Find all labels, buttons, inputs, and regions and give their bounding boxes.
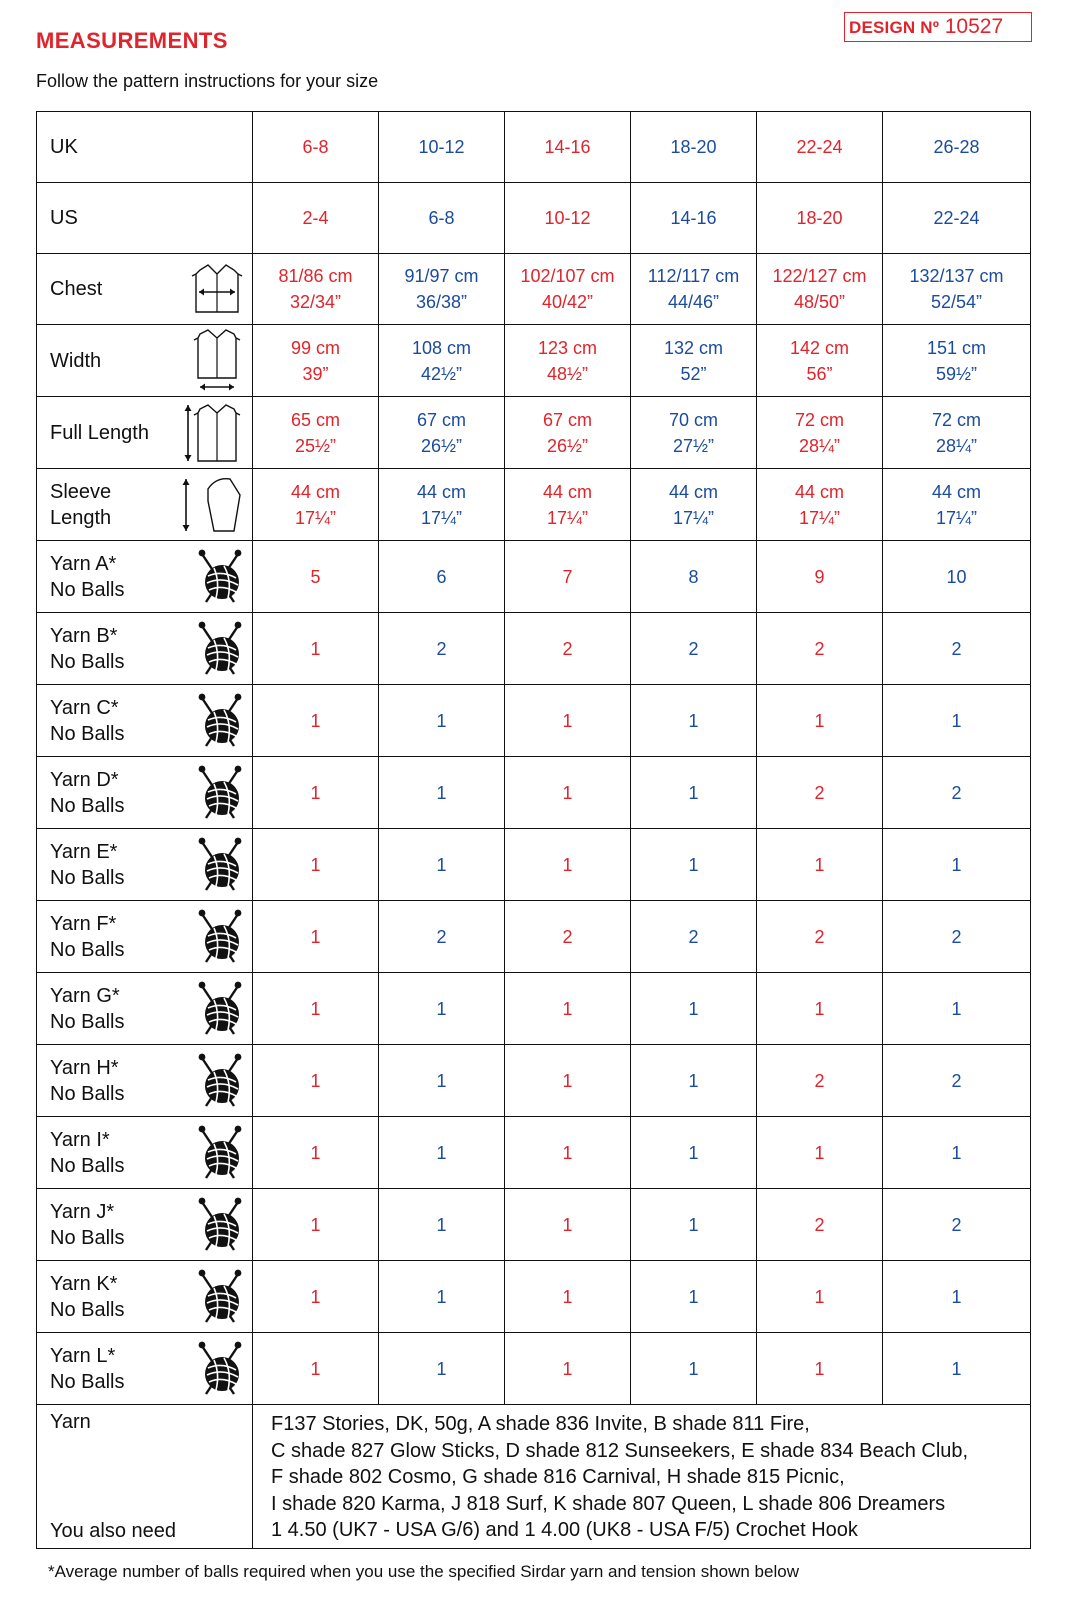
yarn-balls-cell: 2	[505, 901, 631, 973]
chest-label-cell	[37, 254, 253, 325]
yarn-label: Yarn B* No Balls	[50, 624, 125, 673]
yarn-balls-cell: 1	[253, 685, 379, 757]
cardigan-length-icon	[182, 401, 246, 465]
yarn-ball-icon	[194, 1052, 246, 1110]
full-length-row	[37, 397, 1031, 469]
yarn-ball-icon	[194, 764, 246, 822]
sleeve-length-icon	[178, 475, 246, 535]
yarn-balls-cell: 2	[883, 1045, 1031, 1117]
yarn-label: Yarn K* No Balls	[50, 1272, 125, 1321]
yarn-label: Yarn H* No Balls	[50, 1056, 125, 1105]
yarn-balls-cell: 1	[883, 685, 1031, 757]
yarn-ball-icon	[194, 620, 246, 678]
yarn-balls-cell: 2	[505, 613, 631, 685]
design-number: 10527	[944, 15, 1004, 38]
yarn-balls-cell: 1	[505, 685, 631, 757]
yarn-balls-cell: 2	[883, 1189, 1031, 1261]
yarn-label: Yarn E* No Balls	[50, 840, 125, 889]
yarn-balls-cell: 2	[379, 613, 505, 685]
chest-label: Chest	[50, 278, 103, 301]
yarn-balls-row	[37, 541, 1031, 613]
uk-size-cell: 26-28	[883, 112, 1031, 183]
yarn-balls-cell: 1	[253, 1189, 379, 1261]
full-length-cell: 72 cm 28¼”	[757, 397, 883, 469]
yarn-info-line: I shade 820 Karma, J 818 Surf, K shade 807 Queen, L shade 806 Dreamers	[271, 1492, 946, 1515]
us-size-cell: 6-8	[379, 183, 505, 254]
yarn-balls-cell: 1	[631, 757, 757, 829]
yarn-ball-icon	[194, 1340, 246, 1398]
yarn-balls-cell: 1	[253, 613, 379, 685]
yarn-balls-cell: 2	[757, 901, 883, 973]
yarn-balls-cell: 2	[631, 901, 757, 973]
us-label: US	[37, 183, 253, 254]
uk-size-cell: 18-20	[631, 112, 757, 183]
yarn-label-cell	[37, 973, 253, 1045]
yarn-info-line: F137 Stories, DK, 50g, A shade 836 Invite, B shade 811 Fire,	[271, 1413, 810, 1435]
yarn-balls-row	[37, 973, 1031, 1045]
yarn-balls-row	[37, 1117, 1031, 1189]
yarn-label-cell	[37, 541, 253, 613]
full-length-cell: 67 cm 26½”	[505, 397, 631, 469]
also-need-label: You also need	[50, 1519, 177, 1542]
yarn-balls-row	[37, 901, 1031, 973]
yarn-balls-cell: 2	[883, 757, 1031, 829]
width-label: Width	[50, 349, 102, 372]
footnote: *Average number of balls required when you use the specified Sirdar yarn and tension shown below	[48, 1562, 799, 1581]
width-cell: 108 cm 42½”	[379, 325, 505, 397]
yarn-balls-cell: 1	[253, 1333, 379, 1405]
yarn-balls-cell: 8	[631, 541, 757, 613]
sleeve-length-label: Sleeve Length	[50, 480, 112, 529]
full-length-cell: 65 cm 25½”	[253, 397, 379, 469]
yarn-label: Yarn G* No Balls	[50, 984, 125, 1033]
yarn-balls-row	[37, 685, 1031, 757]
uk-size-row	[37, 112, 1031, 183]
yarn-balls-row	[37, 1189, 1031, 1261]
sleeve-length-cell: 44 cm 17¼”	[631, 469, 757, 541]
yarn-balls-cell: 2	[757, 1189, 883, 1261]
yarn-balls-row	[37, 757, 1031, 829]
yarn-balls-row	[37, 829, 1031, 901]
yarn-ball-icon	[194, 1196, 246, 1254]
yarn-balls-cell: 1	[379, 1117, 505, 1189]
width-cell: 151 cm 59½”	[883, 325, 1031, 397]
uk-size-cell: 10-12	[379, 112, 505, 183]
yarn-balls-cell: 1	[883, 1333, 1031, 1405]
yarn-balls-cell: 1	[379, 829, 505, 901]
yarn-ball-icon	[194, 836, 246, 894]
us-size-cell: 2-4	[253, 183, 379, 254]
sleeve-length-cell: 44 cm 17¼”	[505, 469, 631, 541]
yarn-info-line: F shade 802 Cosmo, G shade 816 Carnival, H shade 815 Picnic,	[271, 1466, 845, 1488]
width-row	[37, 325, 1031, 397]
yarn-balls-cell: 9	[757, 541, 883, 613]
yarn-ball-icon	[194, 908, 246, 966]
yarn-balls-cell: 1	[631, 973, 757, 1045]
yarn-balls-cell: 2	[631, 613, 757, 685]
yarn-ball-icon	[194, 1124, 246, 1182]
yarn-label: Yarn A* No Balls	[50, 552, 125, 601]
yarn-balls-cell: 1	[379, 757, 505, 829]
yarn-balls-cell: 1	[883, 1261, 1031, 1333]
full-length-cell: 70 cm 27½”	[631, 397, 757, 469]
yarn-ball-icon	[194, 980, 246, 1038]
yarn-balls-cell: 1	[253, 1261, 379, 1333]
yarn-label-cell	[37, 1045, 253, 1117]
yarn-balls-cell: 1	[631, 685, 757, 757]
width-cell: 123 cm 48½”	[505, 325, 631, 397]
yarn-balls-cell: 1	[253, 901, 379, 973]
sleeve-length-cell: 44 cm 17¼”	[253, 469, 379, 541]
yarn-balls-cell: 1	[883, 1117, 1031, 1189]
yarn-info-text	[253, 1405, 1031, 1549]
yarn-balls-cell: 1	[631, 829, 757, 901]
yarn-balls-cell: 1	[379, 1045, 505, 1117]
yarn-info-label: Yarn	[50, 1411, 91, 1433]
yarn-info-line: 1 4.50 (UK7 - USA G/6) and 1 4.00 (UK8 - USA F/5) Crochet Hook	[271, 1519, 858, 1541]
yarn-balls-cell: 1	[883, 973, 1031, 1045]
yarn-balls-cell: 1	[253, 1045, 379, 1117]
yarn-balls-row	[37, 613, 1031, 685]
yarn-balls-cell: 1	[379, 685, 505, 757]
width-cell: 142 cm 56”	[757, 325, 883, 397]
yarn-label-cell	[37, 829, 253, 901]
yarn-label-cell	[37, 1333, 253, 1405]
chest-cell: 102/107 cm 40/42”	[505, 254, 631, 325]
yarn-balls-cell: 1	[631, 1189, 757, 1261]
sleeve-length-label-cell	[37, 469, 253, 541]
full-length-label-cell	[37, 397, 253, 469]
full-length-label: Full Length	[50, 421, 149, 444]
full-length-cell: 67 cm 26½”	[379, 397, 505, 469]
yarn-info-line: C shade 827 Glow Sticks, D shade 812 Sunseekers, E shade 834 Beach Club,	[271, 1439, 969, 1462]
yarn-info-row	[37, 1405, 1031, 1549]
design-number-box	[844, 12, 1032, 42]
yarn-balls-cell: 1	[505, 1045, 631, 1117]
cardigan-width-icon	[188, 328, 246, 394]
cardigan-chest-icon	[188, 262, 246, 316]
design-number-prefix: DESIGN Nº	[849, 18, 940, 37]
yarn-label: Yarn F* No Balls	[50, 912, 125, 961]
yarn-balls-row	[37, 1333, 1031, 1405]
yarn-balls-cell: 1	[631, 1261, 757, 1333]
yarn-label-cell	[37, 1261, 253, 1333]
yarn-balls-cell: 1	[379, 1333, 505, 1405]
yarn-balls-cell: 2	[883, 613, 1031, 685]
yarn-balls-cell: 1	[505, 973, 631, 1045]
yarn-label: Yarn D* No Balls	[50, 768, 125, 817]
width-cell: 99 cm 39”	[253, 325, 379, 397]
us-size-cell: 10-12	[505, 183, 631, 254]
uk-size-cell: 6-8	[253, 112, 379, 183]
yarn-balls-cell: 1	[505, 1333, 631, 1405]
yarn-label-cell	[37, 757, 253, 829]
yarn-balls-cell: 1	[505, 1261, 631, 1333]
yarn-ball-icon	[194, 692, 246, 750]
page-subtitle: Follow the pattern instructions for your size	[36, 71, 379, 91]
yarn-label: Yarn L* No Balls	[50, 1344, 125, 1393]
yarn-balls-cell: 2	[757, 757, 883, 829]
yarn-balls-cell: 1	[631, 1333, 757, 1405]
uk-size-cell: 14-16	[505, 112, 631, 183]
yarn-label: Yarn C* No Balls	[50, 696, 125, 745]
page-title: MEASUREMENTS	[36, 28, 228, 53]
yarn-balls-cell: 2	[883, 901, 1031, 973]
chest-cell: 122/127 cm 48/50”	[757, 254, 883, 325]
yarn-ball-icon	[194, 1268, 246, 1326]
yarn-balls-cell: 5	[253, 541, 379, 613]
yarn-balls-cell: 1	[757, 829, 883, 901]
width-cell: 132 cm 52”	[631, 325, 757, 397]
chest-cell: 132/137 cm 52/54”	[883, 254, 1031, 325]
us-size-cell: 14-16	[631, 183, 757, 254]
yarn-balls-cell: 1	[505, 829, 631, 901]
yarn-label: Yarn J* No Balls	[50, 1200, 125, 1249]
full-length-cell: 72 cm 28¼”	[883, 397, 1031, 469]
yarn-balls-cell: 1	[253, 1117, 379, 1189]
yarn-balls-cell: 1	[253, 973, 379, 1045]
yarn-info-label-cell	[37, 1405, 253, 1549]
yarn-balls-cell: 1	[631, 1117, 757, 1189]
yarn-label-cell	[37, 685, 253, 757]
yarn-balls-cell: 1	[757, 685, 883, 757]
yarn-ball-icon	[194, 548, 246, 606]
yarn-balls-cell: 2	[757, 613, 883, 685]
yarn-balls-cell: 2	[379, 901, 505, 973]
yarn-label-cell	[37, 1117, 253, 1189]
yarn-balls-cell: 1	[505, 1117, 631, 1189]
yarn-balls-cell: 6	[379, 541, 505, 613]
us-size-row	[37, 183, 1031, 254]
yarn-balls-cell: 7	[505, 541, 631, 613]
us-size-cell: 18-20	[757, 183, 883, 254]
chest-cell: 112/117 cm 44/46”	[631, 254, 757, 325]
chest-row	[37, 254, 1031, 325]
yarn-balls-cell: 1	[379, 1261, 505, 1333]
measurements-table	[36, 111, 1031, 1549]
sleeve-length-row	[37, 469, 1031, 541]
yarn-label-cell	[37, 613, 253, 685]
sleeve-length-cell: 44 cm 17¼”	[379, 469, 505, 541]
yarn-label-cell	[37, 901, 253, 973]
yarn-balls-cell: 1	[505, 757, 631, 829]
yarn-balls-cell: 1	[757, 1261, 883, 1333]
sleeve-length-cell: 44 cm 17¼”	[757, 469, 883, 541]
yarn-balls-cell: 1	[757, 1333, 883, 1405]
chest-cell: 91/97 cm 36/38”	[379, 254, 505, 325]
yarn-balls-row	[37, 1045, 1031, 1117]
sleeve-length-cell: 44 cm 17¼”	[883, 469, 1031, 541]
uk-label: UK	[37, 112, 253, 183]
yarn-balls-cell: 1	[379, 973, 505, 1045]
yarn-label-cell	[37, 1189, 253, 1261]
yarn-balls-cell: 1	[253, 757, 379, 829]
yarn-balls-cell: 1	[757, 973, 883, 1045]
chest-cell: 81/86 cm 32/34”	[253, 254, 379, 325]
yarn-balls-cell: 1	[505, 1189, 631, 1261]
yarn-label: Yarn I* No Balls	[50, 1128, 125, 1177]
us-size-cell: 22-24	[883, 183, 1031, 254]
width-label-cell	[37, 325, 253, 397]
yarn-balls-cell: 1	[379, 1189, 505, 1261]
yarn-balls-cell: 10	[883, 541, 1031, 613]
yarn-balls-row	[37, 1261, 1031, 1333]
yarn-balls-cell: 1	[253, 829, 379, 901]
yarn-balls-cell: 1	[757, 1117, 883, 1189]
yarn-balls-cell: 1	[883, 829, 1031, 901]
yarn-balls-cell: 2	[757, 1045, 883, 1117]
yarn-balls-cell: 1	[631, 1045, 757, 1117]
uk-size-cell: 22-24	[757, 112, 883, 183]
